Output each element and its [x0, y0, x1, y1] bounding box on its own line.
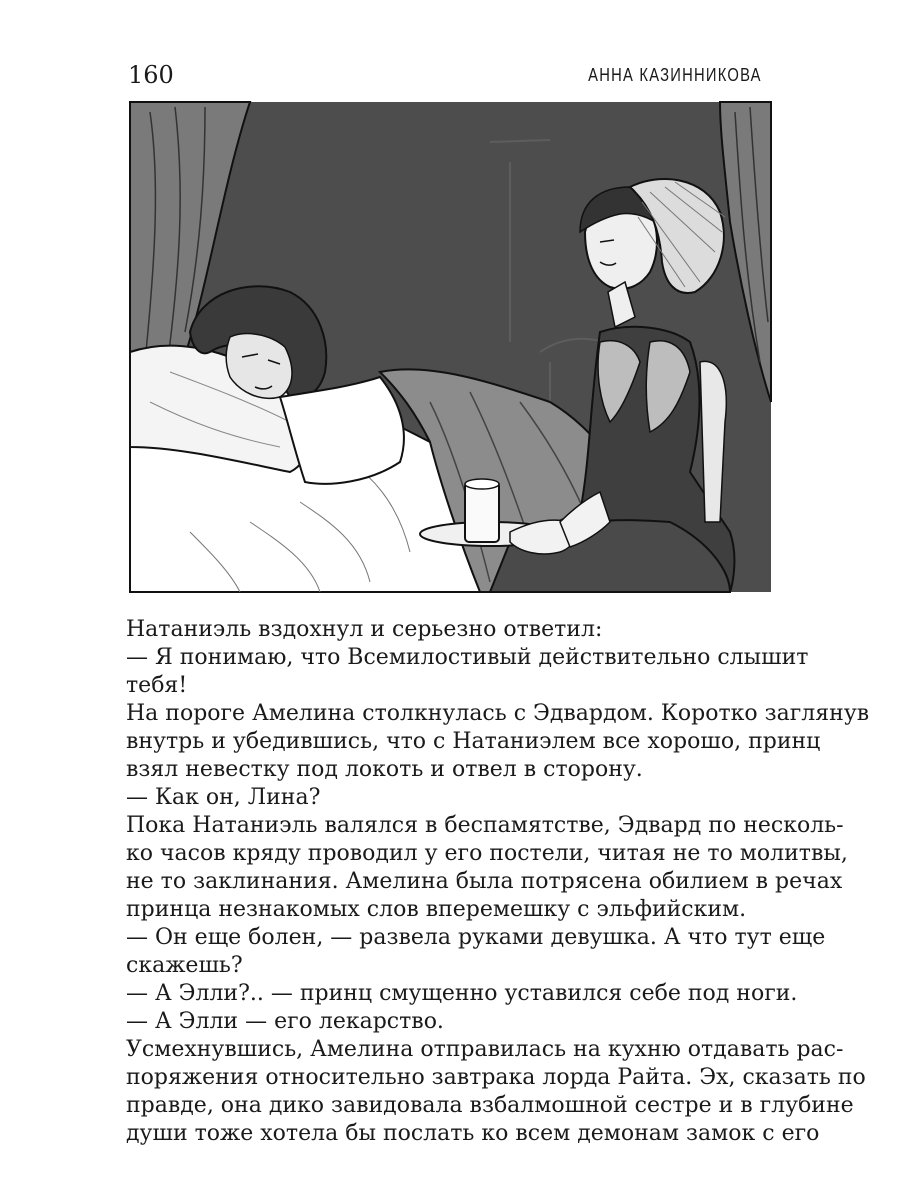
- text-line: — А Элли — его лекарство.: [126, 1009, 444, 1034]
- page-number: 160: [128, 61, 174, 89]
- text-line: Усмехнувшись, Амелина отправилась на кухню отдавать рас-: [126, 1037, 844, 1062]
- text-line: — А Элли?.. — принц смущенно уставился себе под ноги.: [126, 981, 798, 1006]
- text-line: не то заклинания. Амелина была потрясена обилием в речах: [126, 869, 843, 894]
- text-line: — Я понимаю, что Всемилостивый действительно слышит: [126, 645, 809, 670]
- text-line: Натаниэль вздохнул и серьезно ответил:: [126, 617, 603, 642]
- text-line: тебя!: [126, 673, 188, 698]
- text-line: правде, она дико завидовала взбалмошной сестре и в глубине: [126, 1093, 854, 1118]
- body-text: [126, 616, 870, 1148]
- text-line: принца незнакомых слов вперемешку с эльфийским.: [126, 897, 747, 922]
- text-line: На пороге Амелина столкнулась с Эдвардом. Коротко заглянув: [126, 701, 870, 726]
- bedside-scene-illustration: [130, 102, 771, 592]
- text-line: скажешь?: [126, 953, 243, 978]
- text-line: Пока Натаниэль валялся в беспамятстве, Эдвард по несколь-: [126, 813, 844, 838]
- text-line: поряжения относительно завтрака лорда Райта. Эх, сказать по: [126, 1065, 866, 1090]
- text-line: ко часов кряду проводил у его постели, читая не то молитвы,: [126, 841, 848, 866]
- text-line: внутрь и убедившись, что с Натаниэлем все хорошо, принц: [126, 729, 821, 754]
- text-line: взял невестку под локоть и отвел в сторону.: [126, 757, 643, 782]
- running-head-author: АННА КАЗИННИКОВА: [588, 65, 762, 85]
- text-line: души тоже хотела бы послать ко всем демонам замок с его: [126, 1121, 820, 1146]
- text-line: — Он еще болен, — развела руками девушка. А что тут еще: [126, 925, 826, 950]
- text-line: — Как он, Лина?: [126, 785, 321, 810]
